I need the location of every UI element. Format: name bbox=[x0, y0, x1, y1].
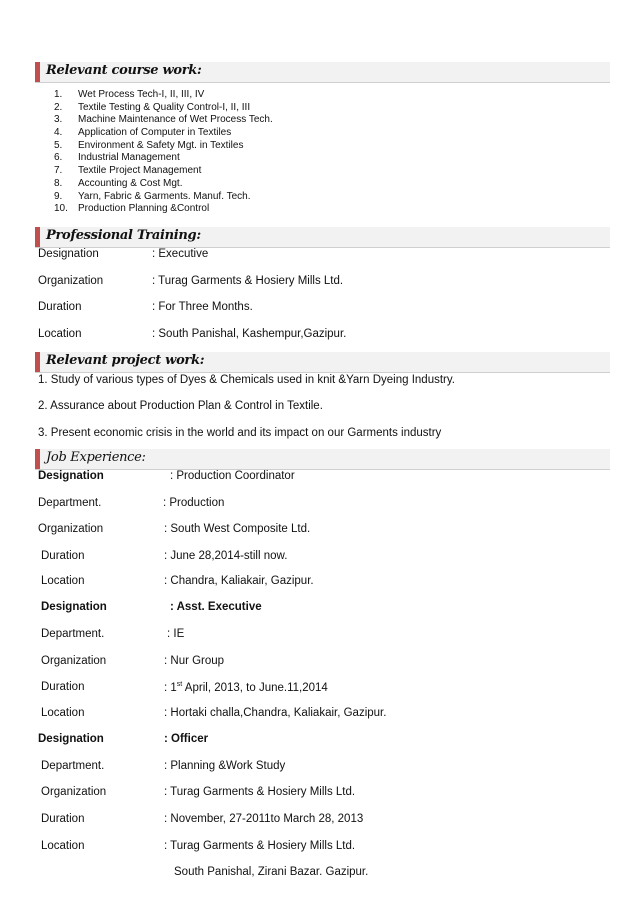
field-value: : Nur Group bbox=[164, 655, 225, 667]
field-label: Designation bbox=[38, 470, 104, 482]
field-label: Location bbox=[41, 840, 85, 852]
field-label: Designation bbox=[41, 601, 107, 613]
field-value: : Production bbox=[163, 497, 225, 509]
heading-accent-bar bbox=[35, 227, 40, 247]
section-title: Job Experience: bbox=[46, 450, 146, 465]
field-value: : Hortaki challa,Chandra, Kaliakair, Gazipur. bbox=[164, 707, 387, 719]
heading-accent-bar bbox=[35, 352, 40, 372]
field-label: Organization bbox=[38, 523, 104, 535]
field-label: Organization bbox=[41, 655, 107, 667]
field-label: Department. bbox=[38, 497, 102, 509]
field-value-continued: South Panishal, Zirani Bazar. Gazipur. bbox=[174, 866, 369, 878]
field-value: : June 28,2014-still now. bbox=[164, 550, 288, 562]
project-item: 2. Assurance about Production Plan & Control in Textile. bbox=[38, 400, 323, 412]
field-value: : Chandra, Kaliakair, Gazipur. bbox=[164, 575, 314, 587]
field-label: Designation bbox=[38, 248, 99, 260]
field-label: Duration bbox=[38, 301, 82, 313]
section-heading-training bbox=[35, 227, 610, 248]
heading-accent-bar bbox=[35, 449, 40, 469]
field-label: Organization bbox=[41, 786, 107, 798]
field-value bbox=[164, 681, 328, 694]
field-label: Location bbox=[41, 707, 85, 719]
section-title: Relevant course work: bbox=[46, 63, 202, 78]
duration-start: : 1 bbox=[164, 681, 177, 694]
field-value: : Planning &Work Study bbox=[164, 760, 286, 772]
field-value: : Turag Garments & Hosiery Mills Ltd. bbox=[164, 786, 356, 798]
section-title: Relevant project work: bbox=[46, 353, 205, 368]
field-value: : Production Coordinator bbox=[170, 470, 295, 482]
field-label: Duration bbox=[41, 813, 85, 825]
field-value: : Executive bbox=[152, 248, 209, 260]
section-heading-project bbox=[35, 352, 610, 373]
section-heading-coursework bbox=[35, 62, 610, 83]
field-label: Designation bbox=[38, 733, 104, 745]
project-item: 3. Present economic crisis in the world and its impact on our Garments industry bbox=[38, 427, 442, 439]
field-value: : November, 27-2011to March 28, 2013 bbox=[164, 813, 364, 825]
field-label: Location bbox=[38, 328, 82, 340]
section-title: Professional Training: bbox=[46, 228, 201, 243]
field-label: Duration bbox=[41, 681, 85, 693]
field-label: Duration bbox=[41, 550, 85, 562]
field-value: : Turag Garments & Hosiery Mills Ltd. bbox=[152, 275, 344, 287]
field-value: : Officer bbox=[164, 733, 209, 745]
field-value: : South Panishal, Kashempur,Gazipur. bbox=[152, 328, 347, 340]
field-label: Location bbox=[41, 575, 85, 587]
field-value: : Asst. Executive bbox=[170, 601, 262, 613]
ordinal-suffix: st bbox=[176, 681, 183, 688]
field-label: Organization bbox=[38, 275, 104, 287]
duration-rest: April, 2013, to June.11,2014 bbox=[182, 681, 328, 694]
field-value: : For Three Months. bbox=[152, 301, 253, 313]
heading-accent-bar bbox=[35, 62, 40, 82]
section-heading-experience bbox=[35, 449, 610, 470]
field-label: Department. bbox=[41, 760, 105, 772]
field-label: Department. bbox=[41, 628, 105, 640]
field-value: : IE bbox=[167, 628, 185, 640]
project-item: 1. Study of various types of Dyes & Chemicals used in knit &Yarn Dyeing Industry. bbox=[38, 374, 455, 386]
field-value: : South West Composite Ltd. bbox=[164, 523, 311, 535]
field-value: : Turag Garments & Hosiery Mills Ltd. bbox=[164, 840, 356, 852]
